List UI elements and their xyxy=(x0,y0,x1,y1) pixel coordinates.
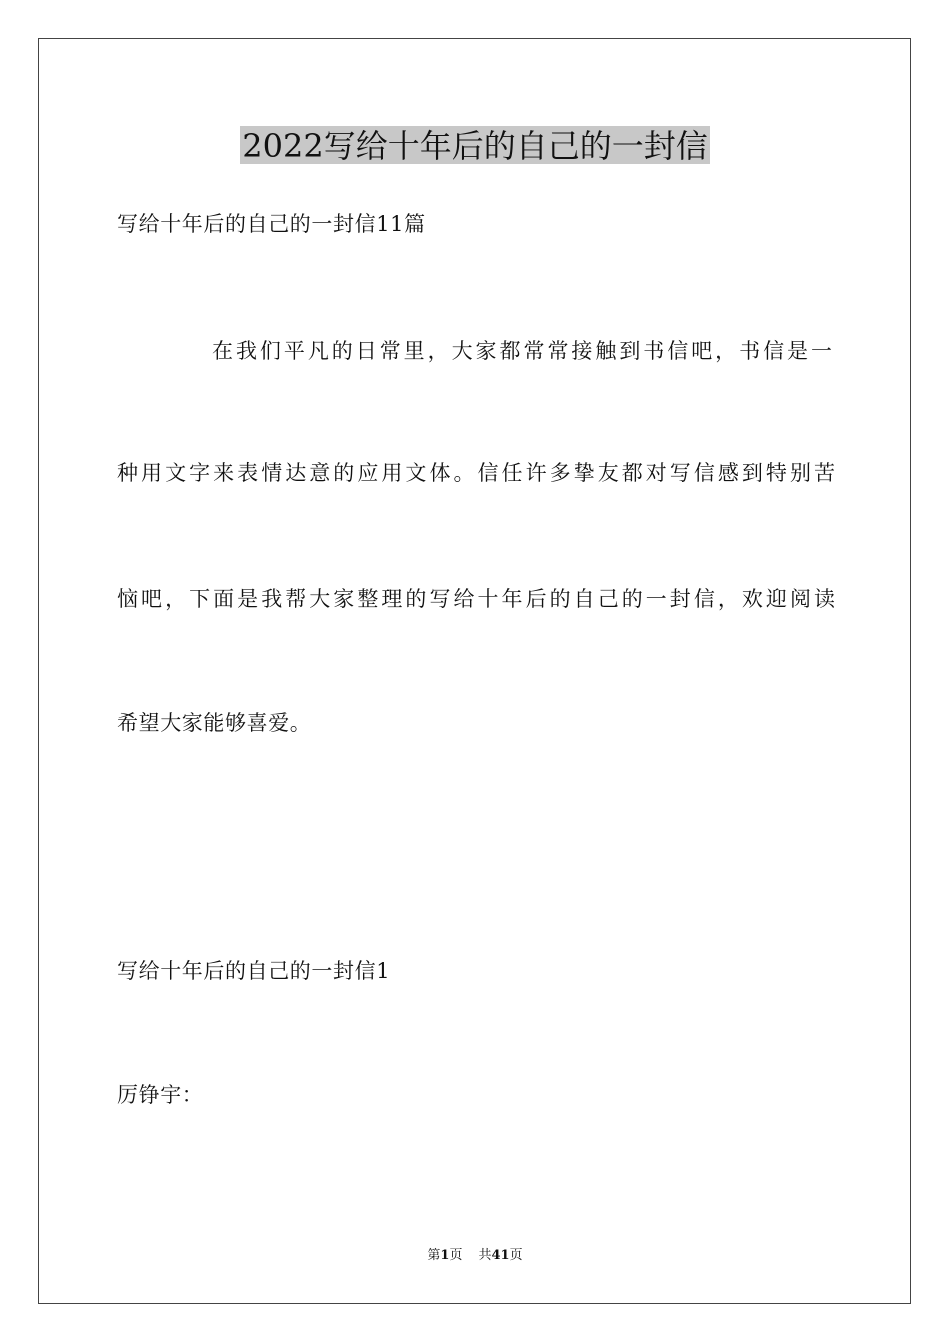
footer-total-prefix: 共 xyxy=(478,1248,492,1263)
footer-total-pages: 41 xyxy=(491,1248,510,1263)
footer-page-prefix: 第 xyxy=(427,1248,441,1263)
footer-page-number: 1 xyxy=(440,1248,450,1263)
intro-line-2: 种用文字来表情达意的应用文体。信任许多挚友都对写信感到特别苦 xyxy=(117,461,835,485)
intro-line-1: 在我们平凡的日常里，大家都常常接触到书信吧，书信是一 xyxy=(212,339,832,363)
intro-line-4: 希望大家能够喜爱。 xyxy=(117,711,312,735)
document-title: 2022写给十年后的自己的一封信 xyxy=(242,127,708,165)
section-heading: 写给十年后的自己的一封信1 xyxy=(117,959,391,983)
document-subtitle: 写给十年后的自己的一封信11篇 xyxy=(117,212,426,236)
footer-total-suffix: 页 xyxy=(509,1248,523,1263)
footer-page-suffix: 页 xyxy=(449,1248,463,1263)
salutation: 厉铮宇： xyxy=(117,1083,204,1107)
page-footer xyxy=(0,1249,950,1262)
intro-line-3: 恼吧，下面是我帮大家整理的写给十年后的自己的一封信，欢迎阅读 xyxy=(117,587,835,611)
document-title-wrap xyxy=(0,126,950,164)
